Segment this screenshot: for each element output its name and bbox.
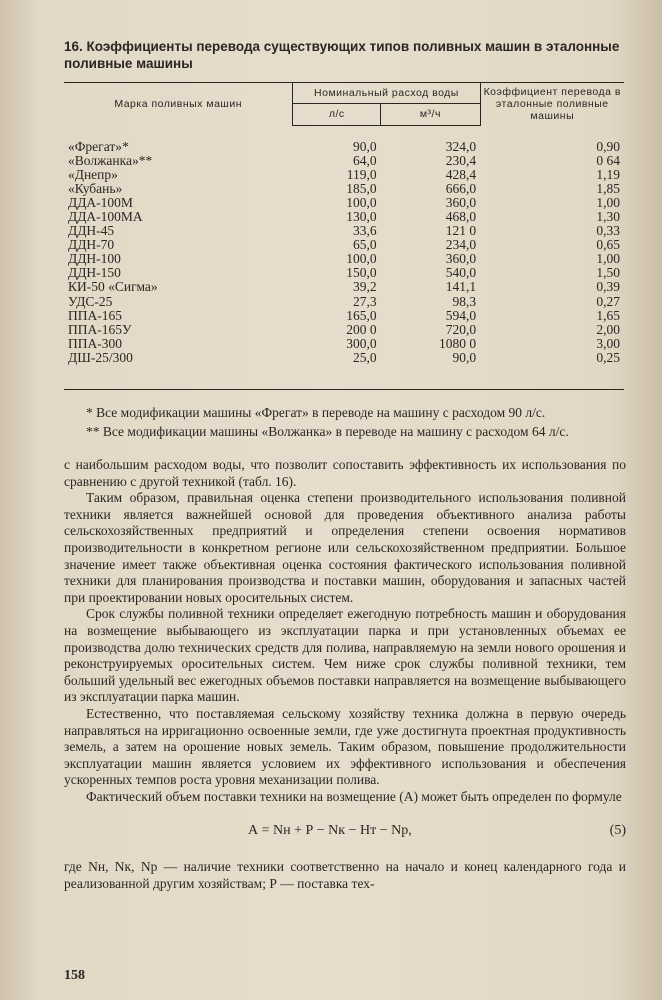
coefficient-table — [64, 82, 624, 365]
machine-name-cell: ДДА-100МА — [68, 208, 143, 224]
coefficient-cell: 0,33 — [596, 223, 620, 239]
header-brand: Марка поливных машин — [64, 83, 293, 126]
table-row — [64, 224, 624, 238]
flow-ls-cell: 100,0 — [346, 194, 377, 210]
flow-ls-cell: 300,0 — [346, 335, 377, 351]
machine-name-cell: УДС-25 — [68, 293, 113, 309]
table-row — [64, 238, 624, 252]
coefficient-cell: 3,00 — [596, 335, 620, 351]
flow-ls-cell: 119,0 — [346, 166, 377, 182]
machine-name-cell: ППА-165У — [68, 321, 132, 337]
flow-m3h-cell: 141,1 — [445, 279, 477, 295]
flow-m3h-cell: 666,0 — [445, 180, 477, 196]
table-row — [64, 168, 624, 182]
machine-name-cell: «Волжанка»** — [68, 152, 153, 168]
flow-ls-cell: 65,0 — [353, 237, 377, 253]
footnote-2: ** Все модификации машины «Волжанка» в переводе на машину с расходом 64 л/с. — [86, 423, 569, 439]
header-ls: л/с — [293, 104, 381, 125]
coefficient-cell: 1,00 — [596, 194, 620, 210]
table-row — [64, 337, 624, 351]
formula — [64, 823, 626, 843]
flow-m3h-cell: 234,0 — [445, 237, 477, 253]
flow-m3h-cell: 540,0 — [445, 265, 477, 281]
table-row — [64, 280, 624, 294]
flow-ls-cell: 165,0 — [346, 307, 377, 323]
flow-m3h-cell: 428,4 — [445, 166, 477, 182]
flow-ls-cell: 33,6 — [353, 223, 377, 239]
paragraph: Срок службы поливной техники определяет ежегодную потребность машин и оборудования на возмещение выбывающего из эксплуатации парка и при установленных объемах ее производства долю технических средств для полива, направляемую на земли нового орошения и реконструируемых оросительных систем. Чем ниже срок службы поливной техники, тем больший удельный вес ежегодных объемов поставки направляется на возмещение выбывающего из эксплуатации парка машин. — [64, 606, 626, 705]
flow-m3h-cell: 90,0 — [452, 349, 477, 365]
machine-name-cell: ДДА-100М — [68, 194, 133, 210]
table-row — [64, 351, 624, 365]
table-row — [64, 154, 624, 168]
coefficient-cell: 1,85 — [596, 180, 620, 196]
paragraph: где Nн, Nк, Nр — наличие техники соответственно на начало и конец календарного года и реализованной другим хозяйствам; Р — поставка тех- — [64, 859, 626, 892]
table-row — [64, 252, 624, 266]
machine-name-cell: «Фрегат»* — [68, 138, 129, 154]
machine-name-cell: ДДН-150 — [68, 265, 121, 281]
flow-m3h-cell: 360,0 — [445, 194, 477, 210]
coefficient-cell: 1,19 — [596, 166, 620, 182]
flow-ls-cell: 39,2 — [353, 279, 377, 295]
machine-name-cell: «Кубань» — [68, 180, 123, 196]
coefficient-cell: 1,30 — [596, 208, 620, 224]
flow-m3h-cell: 230,4 — [445, 152, 477, 168]
formula-number: (5) — [609, 823, 626, 839]
footnotes — [64, 404, 626, 441]
coefficient-cell: 1,65 — [596, 307, 620, 323]
machine-name-cell: ППА-300 — [68, 335, 122, 351]
flow-ls-cell: 100,0 — [346, 251, 377, 267]
table-row — [64, 295, 624, 309]
coefficient-cell: 1,00 — [596, 251, 620, 267]
body-text — [64, 457, 626, 893]
header-m3h: м³/ч — [381, 104, 480, 125]
table-row — [64, 140, 624, 154]
flow-m3h-cell: 324,0 — [445, 138, 477, 154]
flow-m3h-cell: 594,0 — [445, 307, 477, 323]
coefficient-cell: 0,90 — [596, 138, 620, 154]
table-row — [64, 266, 624, 280]
flow-ls-cell: 200 0 — [346, 321, 377, 337]
paragraph: Естественно, что поставляемая сельскому хозяйству техника должна в первую очередь направляться на ирригационно освоенные земли, где уже достигнута проектная продуктивность земель, а затем на орошение новых земель. Таким образом, повышение продолжительности эксплуатации машин является условием их эффективного использования и обеспечения ускоренных темпов роста уровня механизации полива. — [64, 705, 626, 788]
table-bottom-rule — [64, 389, 624, 390]
machine-name-cell: КИ-50 «Сигма» — [68, 279, 158, 295]
flow-m3h-cell: 98,3 — [452, 293, 477, 309]
machine-name-cell: ППА-165 — [68, 307, 122, 323]
coefficient-cell: 0,65 — [596, 237, 620, 253]
footnote-1: * Все модификации машины «Фрегат» в переводе на машину с расходом 90 л/с. — [86, 405, 546, 420]
flow-ls-cell: 185,0 — [346, 180, 377, 196]
coefficient-cell: 0 64 — [596, 152, 620, 168]
flow-ls-cell: 130,0 — [346, 208, 377, 224]
flow-ls-cell: 90,0 — [353, 138, 377, 154]
flow-ls-cell: 64,0 — [353, 152, 377, 168]
header-nominal: Номинальный расход воды — [293, 83, 480, 104]
formula-expression: А = Nн + Р − Nк − Нт − Nр, — [248, 823, 412, 839]
flow-ls-cell: 27,3 — [353, 293, 377, 309]
machine-name-cell: ДДН-70 — [68, 237, 115, 253]
table-row — [64, 182, 624, 196]
paragraph: Фактический объем поставки техники на возмещение (А) может быть определен по формуле — [86, 788, 622, 804]
table-row — [64, 309, 624, 323]
flow-m3h-cell: 1080 0 — [438, 335, 477, 351]
table-row — [64, 210, 624, 224]
flow-m3h-cell: 360,0 — [445, 251, 477, 267]
machine-name-cell: ДДН-100 — [68, 251, 121, 267]
machine-name-cell: ДДН-45 — [68, 223, 115, 239]
table-row — [64, 323, 624, 337]
coefficient-cell: 2,00 — [596, 321, 620, 337]
table-row — [64, 196, 624, 210]
paragraph: Таким образом, правильная оценка степени производительного использования поливной техники является важнейшей основой для проведения объективного анализа работы сельскохозяйственных предприятий и определения степени освоения нормативов производительности в конкретном регионе или сельскохозяйственном предприятии. Большое значение имеет также объективная оценка состояния фактического использования поливной техники для планирования производства и поставки машин, оборудования и запасных частей при проектировании новых оросительных систем. — [64, 490, 626, 605]
machine-name-cell: ДШ-25/300 — [68, 349, 133, 365]
flow-m3h-cell: 720,0 — [445, 321, 477, 337]
table-title: 16. Коэффициенты перевода существующих типов поливных машин в эталонные поливные машины — [64, 39, 620, 71]
flow-ls-cell: 25,0 — [353, 349, 377, 365]
paragraph: с наибольшим расходом воды, что позволит сопоставить эффективность их использования по сравнению с другой техникой (табл. 16). — [64, 457, 626, 489]
machine-name-cell: «Днепр» — [68, 166, 118, 182]
coefficient-cell: 0,25 — [596, 349, 620, 365]
flow-m3h-cell: 121 0 — [445, 223, 477, 239]
page-number: 158 — [64, 968, 85, 983]
coefficient-cell: 1,50 — [596, 265, 620, 281]
coefficient-cell: 0,39 — [596, 279, 620, 295]
header-coef: Коэффициент перевода в эталонные поливные машины — [480, 83, 624, 126]
coefficient-cell: 0,27 — [596, 293, 620, 309]
flow-ls-cell: 150,0 — [346, 265, 377, 281]
flow-m3h-cell: 468,0 — [445, 208, 477, 224]
